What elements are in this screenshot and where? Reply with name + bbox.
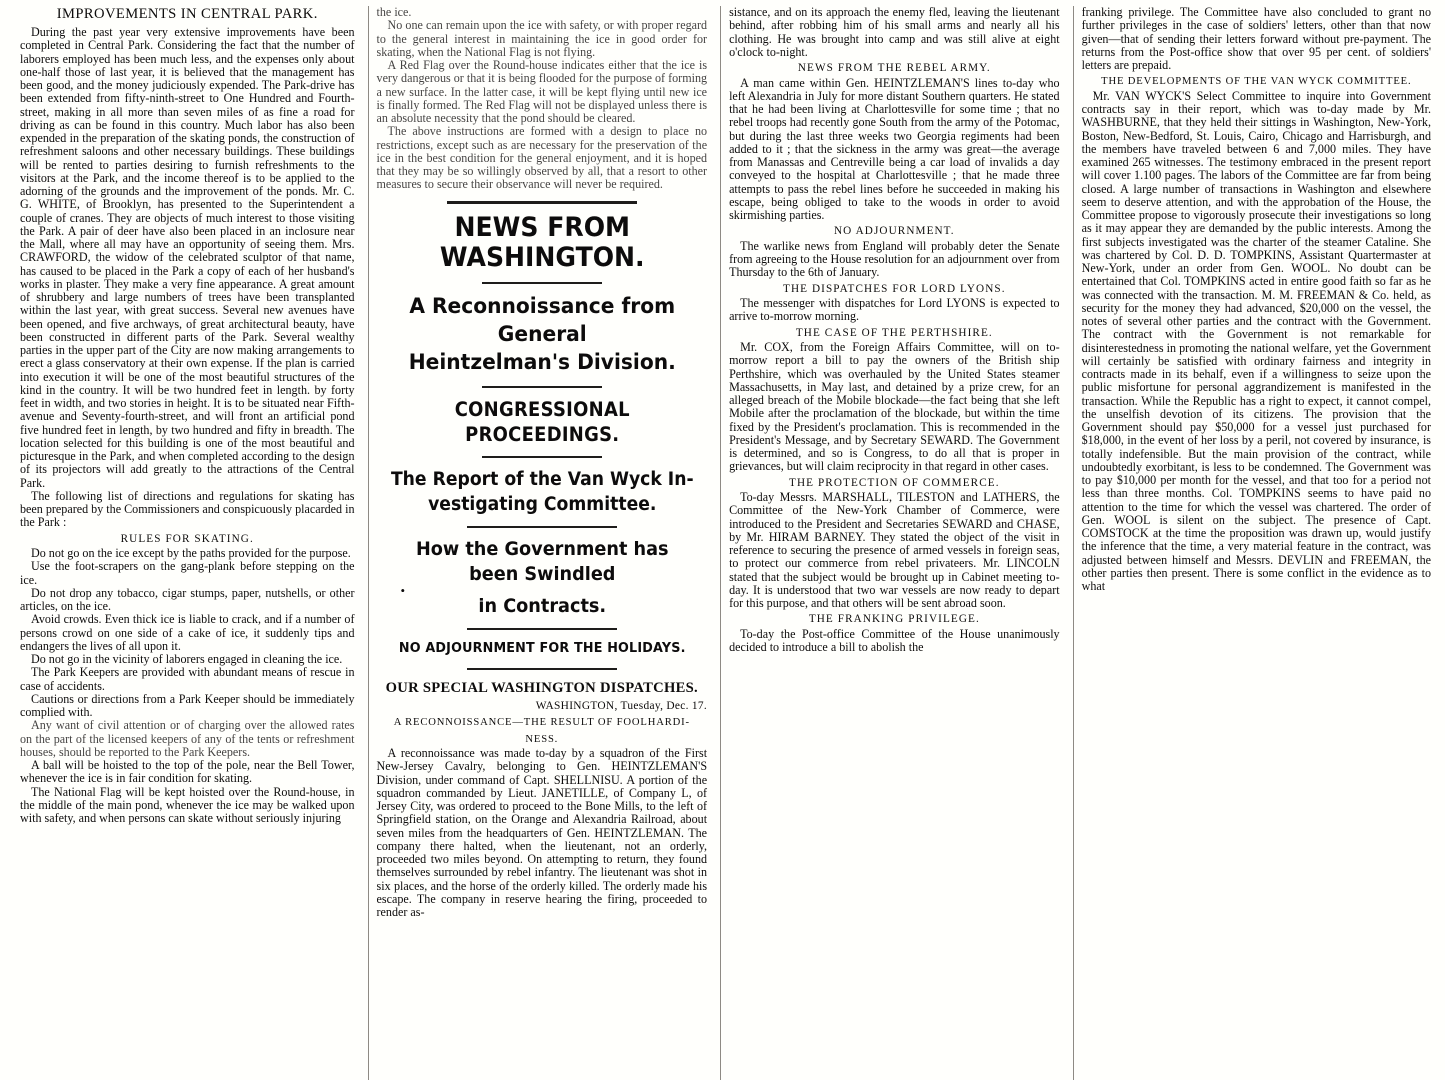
column-1 xyxy=(18,6,368,1080)
paragraph: Mr. COX, from the Foreign Affairs Committee, will on to-morrow report a bill to pay the owners of the British ship Perthshire, which was overhauled by the United States steamer Massachusetts, in May last, and detained by a prize crew, for an alleged breach of the Mobile blockade—the fact being that she left Mobile after the proclamation of the blockade, but within the time fixed by the President's proclamation. This is recommended in the President's Message, and by Secretary SEWARD. The Government is determined, and so is Congress, to do all that is proper in grievances, but will claim reciprocity in that regard in other cases. xyxy=(729,340,1060,474)
sub-headline-van-wyck-line2: vestigating Committee. xyxy=(427,493,656,515)
paragraph: The messenger with dispatches for Lord LYONS is expected to arrive to-morrow morning. xyxy=(729,296,1060,324)
paragraph: Cautions or directions from a Park Keeper should be immediately complied with. xyxy=(20,691,355,719)
paragraph: Use the foot-scrapers on the gang-plank before stepping on the ice. xyxy=(20,559,355,587)
paragraph: A Red Flag over the Round-house indicates either that the ice is very dangerous or that it is being flooded for the purpose of forming a new surface. In the latter case, it will be kept flying until new ice is finally formed. The Red Flag will not be displayed unless there is an absolute necessity that the pond should be cleared. xyxy=(376,58,708,125)
sub-headline-swindled-line2: in Contracts. xyxy=(477,594,606,617)
paragraph: The National Flag will be kept hoisted over the Round-house, in the middle of the main pond, whenever the ice may be walked upon with safety, and when persons can skate without seriously injuring xyxy=(20,784,355,825)
subhead-franking-privilege: THE FRANKING PRIVILEGE. xyxy=(808,613,980,626)
divider-rule xyxy=(467,668,617,670)
divider-rule xyxy=(467,628,617,630)
divider-rule xyxy=(482,386,602,388)
paragraph: During the past year very extensive improvements have been completed in Central Park. Considering the fact that the number of laborers employed has been much less, and the expenses only about one-half those of last year, it is believed that the management has been good, and the money judiciously expended. The Park-drive has been extended from fifty-ninth-street to One Hundred and Fourth-street, making in all more than seven miles of as fine a road for driving as can be found in this country. Much labor has also been expended in the preparation of the skating ponds, the construction of refreshment saloons and other necessary buildings. These buildings will be rented to parties desiring to furnish refreshments to the visitors at the Park, and the income thereof is to be applied to the adorning of the grounds and the improvement of the ponds. Mr. C. G. WHITE, of Brooklyn, has presented to the Superintendent a couple of cranes. They are objects of much interest to those visiting the Park. A pair of deer have also been placed in an inclosure near the Mall, where all may have an opportunity of seeing them. Mrs. CRAWFORD, the widow of the celebrated sculptor of that name, has caused to be placed in the Park a copy of each of her husband's works in plaster. They make a very fine appearance. A great amount of shrubbery and large numbers of trees have been transplanted within the last year, with great success. Several new avenues have been opened, and five archways, of great architectural beauty, have been constructed in different parts of the Park. Several wealthy parties in the upper part of the City are now making arrangements to erect a glass conservatory at their own expense. If the plan is carried into execution it will be one of the most beautiful structures of the kind in the country. It will be two hundred feet in length. by forty feet in width, and two stories in height. It is to be situated near Fifth-avenue and Seventy-fourth-street, and will front an artificial pond five hundred feet in length, by two hundred and fifty in breadth. The location selected for this building is one of the most beautiful and picturesque in the Park, and when completed according to the design of its projectors will add greatly to the attractions of the Central Park. xyxy=(20,25,355,490)
subhead-foolhardiness-line1: A RECONNOISSANCE—THE RESULT OF FOOLHARDI- xyxy=(393,717,690,728)
paragraph: Mr. VAN WYCK'S Select Committee to inquire into Government contracts say in their report, which was to-day made by Mr. WASHBURNE, that they held their sittings in Washington, New-York, Boston, New-Bedford, St. Louis, Cairo, Chicago and Harrisburgh, and the members have traveled between 6 and 7,000 miles. They have examined 265 witnesses. The testimony embraced in the present report will cover 1.100 pages. The labors of the Committee are far from being closed. A large number of transactions in Washington and elsewhere seem to deserve attention, and with the approbation of the House, the Committee propose to vigorously prosecute their investigations so long as it may appear they are demanded by the public interests. Among the first subjects investigated was the charter of the steamer Cataline. She was chartered by Col. D. D. TOMPKINS, Assistant Quartermaster at New-York, under an order from Gen. WOOL. No doubt can be entertained that Col. TOMPKINS acted in entire good faith so far as he was connected with the transaction. M. M. FREEMAN & Co. held, as security for the money they had advanced, $20,000 on the vessel, the notes of several other parties and the contract with the Government. The contract with the Government is not remarkable for disinterestedness in promoting the national welfare, yet the Government will certainly be satisfied with ordinary fairness and integrity in contracts made in its behalf, even if a willingness to seize upon the public misfortune for personal aggrandizement is manifested in the transaction. While the Republic has a right to expect, it cannot compel, the unselfish devotion of its citizens. The provision that the Government should pay $50,000 for a vessel just purchased for $18,000, in the event of her loss by a peril, not covered by insurance, is totally indefensible. But the main provision of the contract, while undoubtedly exorbitant, is less to be condemned. The Government was to pay $10,000 per month for the vessel, and that too for a period not less than three months. Col. TOMPKINS seems to have paid no attention to the time for which the vessel was chartered. The order of Gen. WOOL is silent on the subject. The presence of Capt. COMSTOCK at the time the proposition was drawn up, would justify the inference that the time, a very material feature in the contract, was adjusted between himself and Messrs. DEVLIN and FREEMAN, the other parties then present. There is some conflict in the evidence as to what xyxy=(1081,88,1432,593)
column-1-headline: IMPROVEMENTS IN CENTRAL PARK. xyxy=(56,6,318,22)
main-headline: NEWS FROM WASHINGTON. xyxy=(439,211,645,273)
subhead-foolhardiness-line2: NESS. xyxy=(525,733,559,745)
paragraph: No one can remain upon the ice with safety, or with proper regard to the general interest in maintaining the ice in good order for skating, when the National Flag is not flying. xyxy=(376,18,708,59)
paragraph: A reconnoissance was made to-day by a squadron of the First New-Jersey Cavalry, belonging to Gen. HEINTZLEMAN'S Division, under command of Capt. SHELLNISU. A portion of the squadron commanded by Lieut. JANETILLE, of Company L, of Jersey City, was ordered to proceed to the Bone Mills, to the left of Springfield station, on the Orange and Alexandria Railroad, about seven miles from the headquarters of Gen. HEINTZLEMAN. The company there halted, when the lieutenant, not an orderly, proceeded two miles beyond. On attempting to return, they found themselves surrounded by rebel infantry. The lieutenant was shot in six places, and the horse of the orderly killed. The orderly made his escape. The company in reserve hearing the firing, proceeded to render as- xyxy=(376,746,708,919)
paragraph: franking privilege. The Committee have also concluded to grant no further privileges in the case of soldiers' letters, other than that now given—that of sending their letters forward without pre-payment. The returns from the Post-office show that over 95 per cent. of soldiers' letters are prepaid. xyxy=(1081,6,1432,72)
sub-headline-van-wyck-line1: The Report of the Van Wyck In- xyxy=(390,468,694,490)
paragraph: Do not drop any tobacco, cigar stumps, paper, nutshells, or other articles, on the ice. xyxy=(20,585,355,613)
paragraph: To-day the Post-office Committee of the House unanimously decided to introduce a bill to abolish the xyxy=(729,626,1060,654)
subhead-no-adjournment: NO ADJOURNMENT. xyxy=(833,225,955,238)
ink-speck: • xyxy=(400,582,406,598)
sub-headline-special-dispatches: OUR SPECIAL WASHINGTON DISPATCHES. xyxy=(385,680,698,696)
sub-headline-swindled-line1: How the Government has been Swindled xyxy=(415,537,669,585)
sub-headline-no-adjournment: NO ADJOURNMENT FOR THE HOLIDAYS. xyxy=(398,641,686,656)
paragraph: Any want of civil attention or of charging over the allowed rates on the part of the licensed keepers of any of the tents or refreshment houses, should be reported to the Park Keepers. xyxy=(20,718,355,759)
sub-headline-reconnoissance-line2: Heintzelman's Division. xyxy=(408,349,676,375)
subhead-case-of-perthshire: THE CASE OF THE PERTHSHIRE. xyxy=(795,326,993,339)
column-3 xyxy=(720,6,1073,1080)
dateline: WASHINGTON, Tuesday, Dec. 17. xyxy=(535,700,708,712)
paragraph: sistance, and on its approach the enemy fled, leaving the lieutenant behind, after robbing him of his small arms and nearly all his clothing. He was brought into camp and was still alive at eight o'clock to-night. xyxy=(729,6,1060,59)
subhead-rules-for-skating: RULES FOR SKATING. xyxy=(120,532,254,545)
paragraph: To-day Messrs. MARSHALL, TILESTON and LATHERS, the Committee of the New-York Chamber of Commerce, were introduced to the President and Secretaries SEWARD and CHASE, by Mr. HIRAM BARNEY. They stated the object of the visit in reference to securing the presence of armed vessels in foreign seas, to protect our commerce from rebel privateers. Mr. LINCOLN stated that the subject would be brought up in Cabinet meeting to-day. It is understood that two war vessels are now ready to depart for this purpose, and that others will be sent abroad soon. xyxy=(729,490,1060,610)
column-4 xyxy=(1073,6,1435,1080)
subhead-protection-of-commerce: THE PROTECTION OF COMMERCE. xyxy=(789,476,1000,489)
paragraph: Do not go in the vicinity of laborers engaged in cleaning the ice. xyxy=(31,652,343,666)
paragraph: The Park Keepers are provided with abundant means of rescue in case of accidents. xyxy=(20,665,355,693)
paragraph: The above instructions are formed with a design to place no restrictions, except such as are necessary for the preservation of the ice in the best condition for the general enjoyment, and it is hoped that they may be so willingly observed by all, that a resort to other measures to secure their observance will never be required. xyxy=(376,124,708,192)
sub-headline-reconnoissance-line1: A Reconnoissance from General xyxy=(408,293,675,347)
subhead-news-from-rebel-army: NEWS FROM THE REBEL ARMY. xyxy=(797,62,991,74)
paragraph: The warlike news from England will probably deter the Senate from agreeing to the House resolution for an adjournment over from Thursday to the 6th of January. xyxy=(729,238,1060,280)
paragraph: The following list of directions and regulations for skating has been prepared by the Commissioners and conspicuously placarded in the Park : xyxy=(20,488,355,530)
paragraph: Do not go on the ice except by the paths provided for the purpose. xyxy=(31,546,351,560)
divider-rule xyxy=(482,282,602,284)
paragraph: A ball will be hoisted to the top of the pole, near the Bell Tower, whenever the ice is in fair condition for skating. xyxy=(20,758,355,786)
divider-rule xyxy=(447,201,637,204)
paragraph: A man came within Gen. HEINTZLEMAN'S lines to-day who left Alexandria in July for more distant Southern quarters. He stated that he had been living at Charlottesville for some time ; that no rebel troops had recently gone South from the army of the Potomac, but during the last three weeks two Georgia regiments had been added to it ; that the sickness in the army was great—the average from Manassas and Centreville being a car load of invalids a day conveyed to the hospital at Charlottesville ; that he made three attempts to pass the rebel lines before he succeeded in making his escape, being obliged to take to the woods in order to avoid skirmishing parties. xyxy=(729,75,1060,222)
column-2 xyxy=(368,6,721,1080)
divider-rule xyxy=(467,526,617,528)
subhead-dispatches-lord-lyons: THE DISPATCHES FOR LORD LYONS. xyxy=(783,282,1006,295)
sub-headline-congressional-proceedings: CONGRESSIONAL PROCEEDINGS. xyxy=(454,397,630,446)
subhead-van-wyck-developments: THE DEVELOPMENTS OF THE VAN WYCK COMMITTEE. xyxy=(1101,76,1412,88)
headline-stack xyxy=(377,201,708,747)
divider-rule xyxy=(482,456,602,458)
paragraph: Avoid crowds. Even thick ice is liable to crack, and if a number of persons crowd on one side of a cake of ice, it suddenly tips and endangers the lives of all upon it. xyxy=(20,612,355,653)
paragraph: the ice. xyxy=(376,6,412,19)
